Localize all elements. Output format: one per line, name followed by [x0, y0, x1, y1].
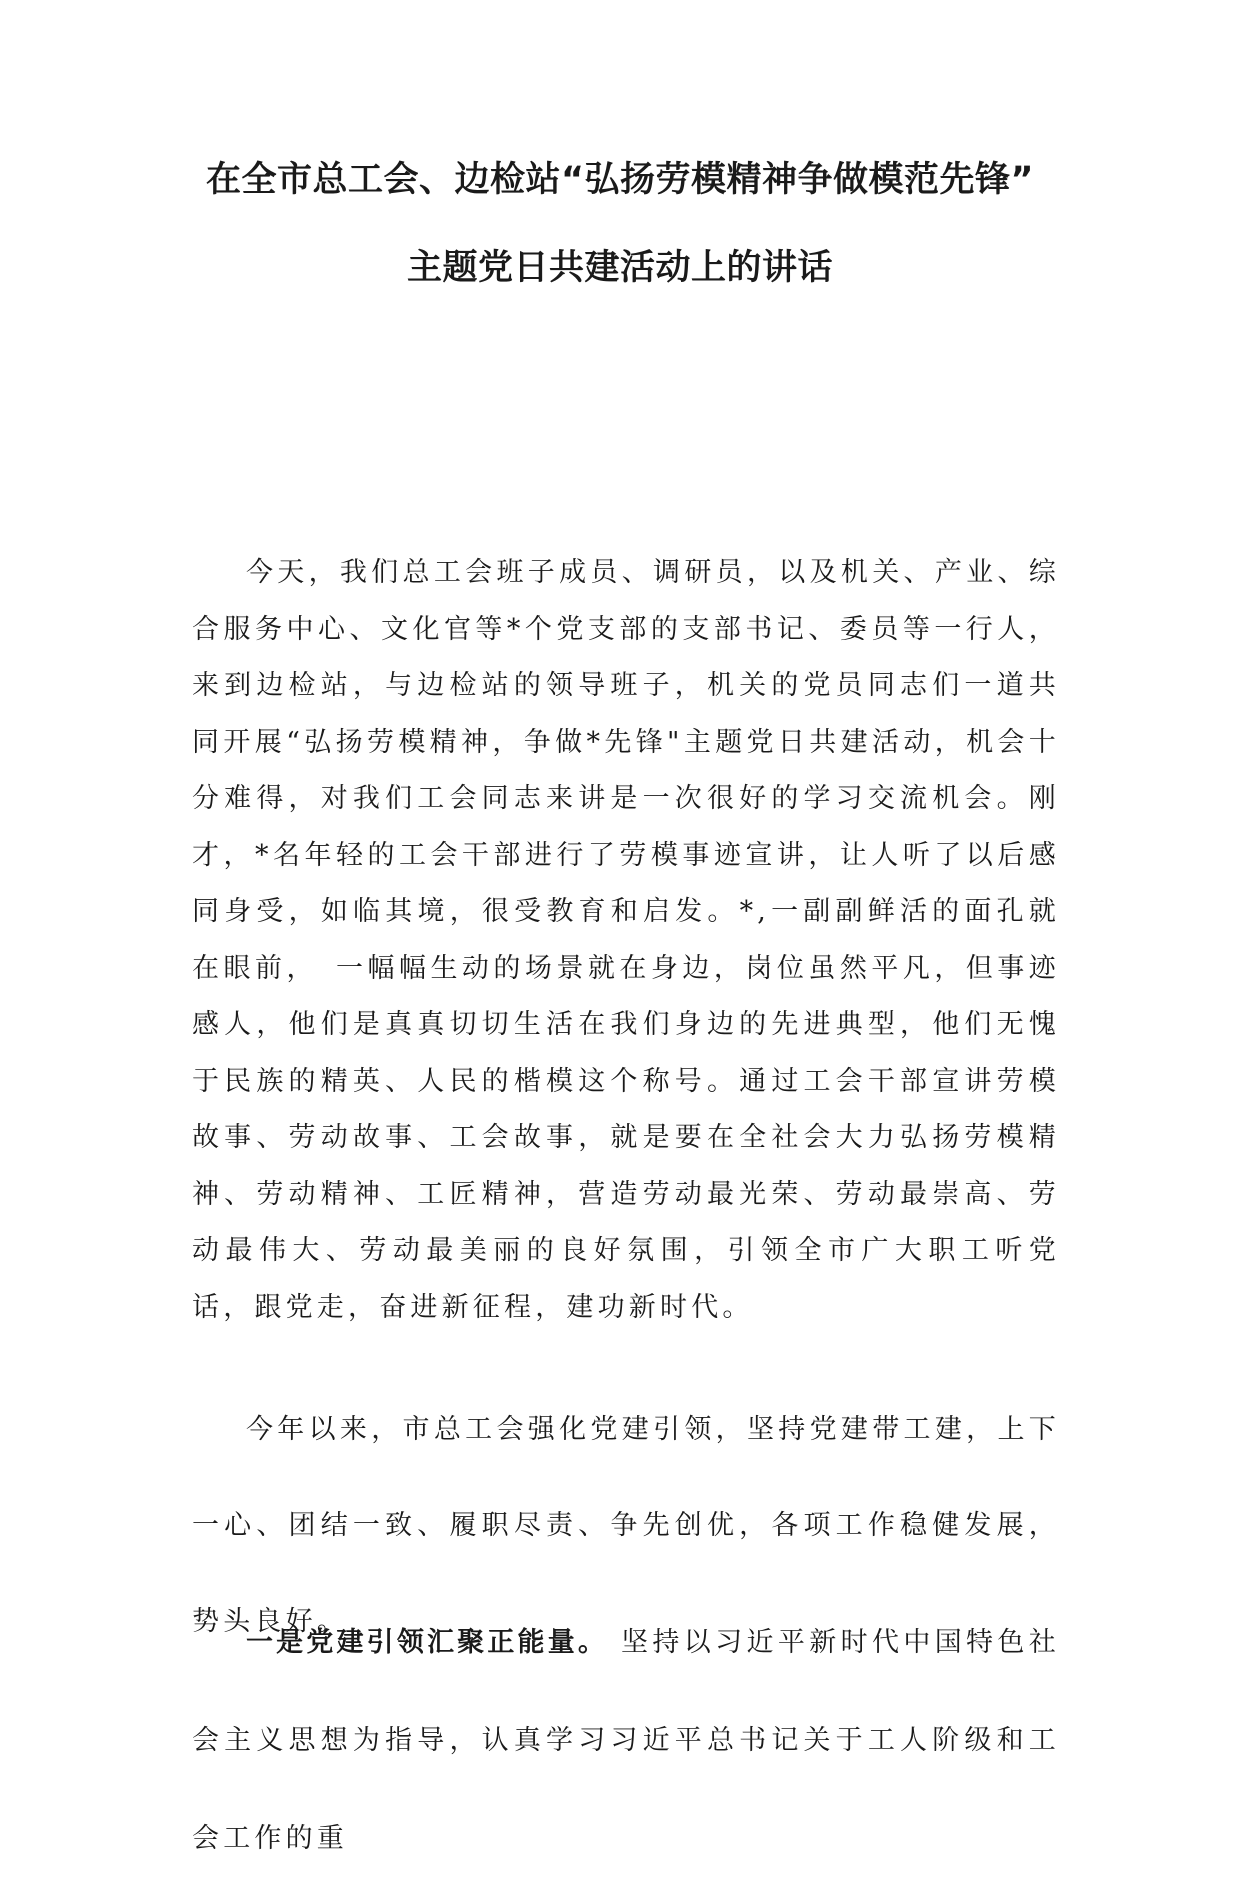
body-paragraph-1: 今天，我们总工会班子成员、调研员，以及机关、产业、综合服务中心、文化官等*个党支部的支部书记、委员等一行人，来到边检站，与边检站的领导班子，机关的党员同志们一道共同开展“弘扬劳模精神，争做*先锋"主题党日共建活动，机会十分难得，对我们工会同志来讲是一次很好的学习交流机会。刚才，*名年轻的工会干部进行了劳模事迹宣讲，让人听了以后感同身受，如临其境，很受教育和启发。*,一副副鲜活的面孔就在眼前， 一幅幅生动的场景就在身边，岗位虽然平凡，但事迹感人，他们是真真切切生活在我们身边的先进典型，他们无愧于民族的精英、人民的楷模这个称号。通过工会干部宣讲劳模故事、劳动故事、工会故事，就是要在全社会大力弘扬劳模精神、劳动精神、工匠精神，营造劳动最光荣、劳动最崇高、劳动最伟大、劳动最美丽的良好氛围，引领全市广大职工听党话，跟党走，奋进新征程，建功新时代。 [192, 557, 1060, 1323]
body-paragraph-2: 今年以来，市总工会强化党建引领，坚持党建带工建，上下一心、团结一致、履职尽责、争先创优，各项工作稳健发展，势头良好。 [192, 1414, 1060, 1637]
document-title-line-1: 在全市总工会、边检站“弘扬劳模精神争做模范先锋” [205, 160, 1034, 200]
document-title-line-2: 主题党日共建活动上的讲话 [406, 248, 833, 288]
paragraph-lead-heading: 一是党建引领汇聚正能量。 [246, 1627, 609, 1658]
paragraph-body-text: 坚持以习近平新时代中国特色社会主义思想为指导，认真学习习近平总书记关于工人阶级和工会工作的重 [192, 1627, 1061, 1854]
body-paragraph-3 [192, 1594, 1060, 1888]
